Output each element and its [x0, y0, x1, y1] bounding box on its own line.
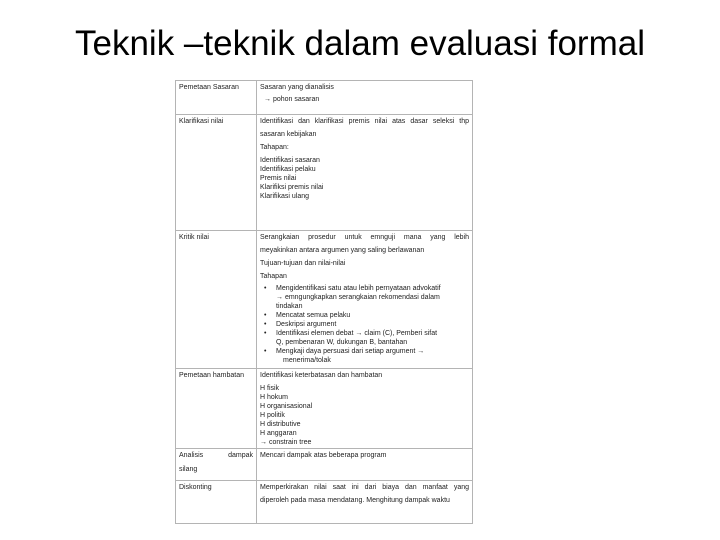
technique-name: Analisis dampak silang — [176, 449, 257, 481]
technique-description: Sasaran yang dianalisis → pohon sasaran — [257, 81, 473, 115]
technique-description: Serangkaian prosedur untuk emnguji mana yang lebih meyakinkan antara argumen yang saling berlawanan Tujuan-tujuan dan nilai-nilai Tahapan • Mengidentifikasi satu atau lebih pernyataan advokatif → emngungkapkan serangkaian rekomendasi dalam tindakan • Mencatat semua pelaku • Deskripsi argument • Identifikasi elemen debat → claim (C), Pemberi sifat Q, pembenaran W, dukungan B, bantahan • Mengkaji daya persuasi dari setiap argument → menerima/tolak — [257, 231, 473, 369]
technique-description: Identifikasi dan klarifikasi premis nilai atas dasar seleksi thp sasaran kebijakan Tahapan: Identifikasi sasaran Identifikasi pelaku Premis nilai Klarifiksi premis nilai Klarifikasi ulang — [257, 115, 473, 231]
table-row — [176, 369, 473, 449]
technique-name: Diskonting — [176, 481, 257, 524]
slide-title: Teknik –teknik dalam evaluasi formal — [75, 24, 645, 63]
steps-list — [260, 284, 469, 365]
table-row — [176, 81, 473, 115]
table-row — [176, 481, 473, 524]
list-item: • Identifikasi elemen debat → claim (C), Pemberi sifat Q, pembenaran W, dukungan B, bantahan — [276, 329, 469, 347]
list-item: • Mencatat semua pelaku — [276, 311, 469, 320]
technique-description: Mencari dampak atas beberapa program — [257, 449, 473, 481]
list-item: • Mengkaji daya persuasi dari setiap argument → menerima/tolak — [276, 347, 469, 365]
table-row — [176, 115, 473, 231]
table-row — [176, 449, 473, 481]
technique-name: Klarifikasi nilai — [176, 115, 257, 231]
technique-name: Kritik nilai — [176, 231, 257, 369]
technique-name: Pemetaan hambatan — [176, 369, 257, 449]
list-item: • Mengidentifikasi satu atau lebih pernyataan advokatif → emngungkapkan serangkaian rekomendasi dalam tindakan — [276, 284, 469, 311]
table-row — [176, 231, 473, 369]
technique-description: Memperkirakan nilai saat ini dari biaya dan manfaat yang diperoleh pada masa mendatang. Menghitung dampak waktu — [257, 481, 473, 524]
evaluation-techniques-table — [175, 80, 473, 524]
technique-description: Identifikasi keterbatasan dan hambatan H fisik H hokum H organisasional H politik H distributive H anggaran → constrain tree — [257, 369, 473, 449]
technique-name: Pemetaan Sasaran — [176, 81, 257, 115]
list-item: • Deskripsi argument — [276, 320, 469, 329]
